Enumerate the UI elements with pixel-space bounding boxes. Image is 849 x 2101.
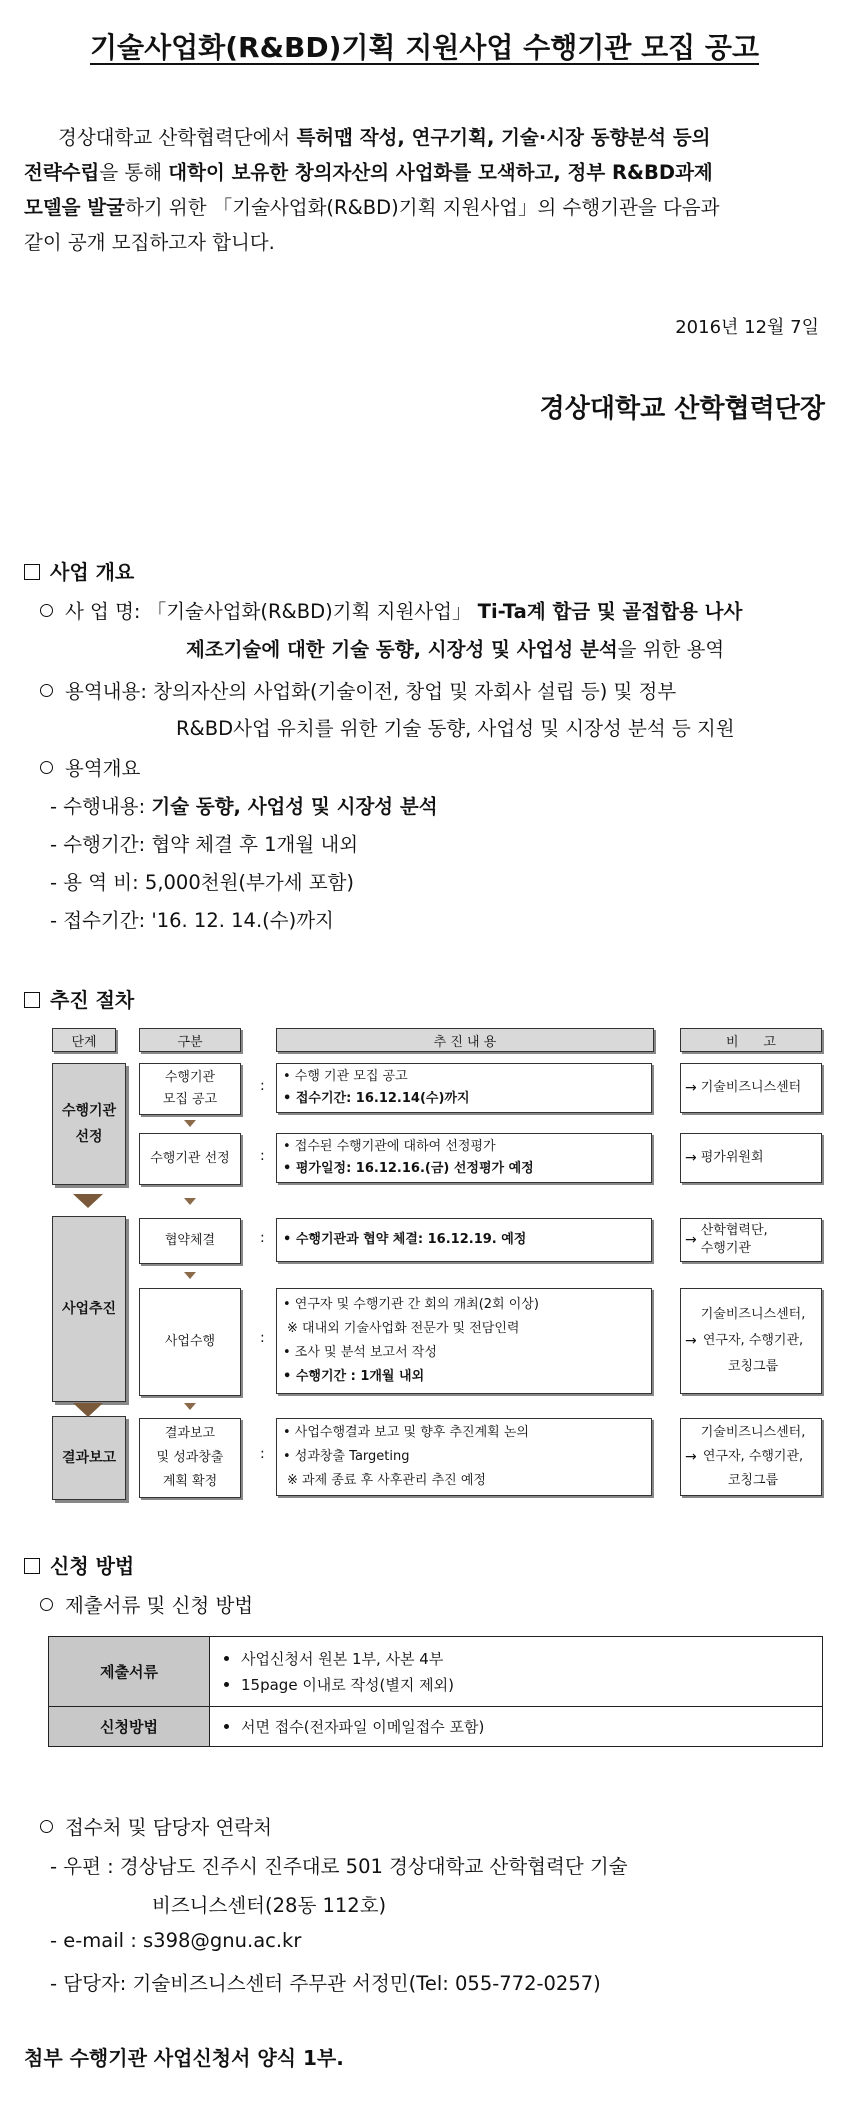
table-value-documents: 사업신청서 원본 1부, 사본 4부 15page 이내로 작성(별지 제외) [210,1637,823,1707]
down-arrow-icon [184,1403,196,1410]
row-category: 협약체결 [139,1218,241,1264]
down-arrow-icon [184,1272,196,1279]
service-content-line-2: R&BD사업 유치를 위한 기술 동향, 사업성 및 시장성 분석 등 지원 [176,717,735,740]
row-note: → 기술비즈니스센터 [680,1063,822,1113]
attachment-note: 첨부 수행기관 사업신청서 양식 1부. [24,2046,344,2070]
bullet-icon [224,1682,229,1687]
intro-line-2: 전략수립을 통해 대학이 보유한 창의자산의 사업화를 모색하고, 정부 R&BD과제 [24,161,713,184]
notice-date: 2016년 12월 7일 [675,317,819,338]
intro-line-1: 경상대학교 산학협력단에서 특허맵 작성, 연구기획, 기술·시장 동향분석 등의 [58,126,711,149]
right-arrow-icon: → [685,1080,697,1096]
intro-line-4: 같이 공개 모집하고자 합니다. [24,231,275,254]
checkbox-square-icon [24,992,40,1008]
stage-select: 수행기관 선정 [52,1063,126,1185]
contact-heading: 접수처 및 담당자 연락처 [40,1812,272,1840]
row-category: 결과보고 및 성과창출 계획 확정 [139,1418,241,1498]
circle-bullet-icon [40,604,53,617]
row-content: • 수행 기관 모집 공고 • 접수기간: 16.12.14(수)까지 [276,1063,652,1113]
overview-item-deadline: - 접수기간: '16. 12. 14.(수)까지 [50,909,334,932]
down-arrow-icon [184,1120,196,1127]
checkbox-square-icon [24,564,40,580]
row-note: → 평가위원회 [680,1133,822,1183]
down-arrow-icon [184,1198,196,1205]
row-category: 수행기관 선정 [139,1133,241,1185]
service-content-line-1: 용역내용: 창의자산의 사업화(기술이전, 창업 및 자회사 설립 등) 및 정부 [40,676,676,704]
circle-bullet-icon [40,1598,53,1611]
table-key-documents: 제출서류 [49,1637,210,1707]
contact-email: - e-mail : s398@gnu.ac.kr [50,1929,302,1952]
stage-report: 결과보고 [52,1416,126,1500]
row-note: → 산학협력단, 수행기관 [680,1218,822,1262]
page-title: 기술사업화(R&BD)기획 지원사업 수행기관 모집 공고 [89,31,760,64]
overview-item-task: - 수행내용: 기술 동향, 사업성 및 시장성 분석 [50,795,438,818]
overview-item-cost: - 용 역 비: 5,000천원(부가세 포함) [50,871,355,894]
application-subheading: 제출서류 및 신청 방법 [40,1590,253,1618]
down-arrow-icon [73,1194,103,1208]
bullet-icon [224,1656,229,1661]
right-arrow-icon: → [685,1232,697,1248]
contact-person: - 담당자: 기술비즈니스센터 주무관 서정민(Tel: 055-772-0257) [50,1972,601,1995]
table-key-method: 신청방법 [49,1707,210,1747]
row-category: 사업수행 [139,1288,241,1396]
row-content: • 사업수행결과 보고 및 향후 추진계획 논의 • 성과창출 Targeting ※ 과제 종료 후 사후관리 추진 예정 [276,1418,652,1496]
service-overview-heading: 용역개요 [40,753,140,781]
row-content: • 수행기관과 협약 체결: 16.12.19. 예정 [276,1218,652,1262]
colon: : [260,1230,265,1246]
section-procedure-heading: 추진 절차 [24,984,134,1013]
project-name-line-1: 사 업 명: 「기술사업화(R&BD)기획 지원사업」 Ti-Ta계 합금 및 골접합용 나사 [40,596,742,624]
issuer: 경상대학교 산학협력단장 [539,394,825,424]
header-note: 비 고 [680,1028,822,1052]
checkbox-square-icon [24,1558,40,1574]
overview-item-period: - 수행기간: 협약 체결 후 1개월 내외 [50,833,359,856]
row-note: → 기술비즈니스센터, 연구자, 수행기관, 코칭그룹 [680,1418,822,1496]
row-note: → 기술비즈니스센터, 연구자, 수행기관, 코칭그룹 [680,1288,822,1394]
header-category: 구분 [139,1028,241,1052]
intro-line-3: 모델을 발굴하기 위한 「기술사업화(R&BD)기획 지원사업」의 수행기관을 다음과 [24,196,720,219]
colon: : [260,1446,265,1462]
section-overview-heading: 사업 개요 [24,556,134,585]
header-stage: 단계 [52,1028,116,1052]
header-content: 추 진 내 용 [276,1028,654,1052]
project-name-line-2: 제조기술에 대한 기술 동향, 시장성 및 사업성 분석을 위한 용역 [186,638,725,661]
contact-address-line-1: - 우편 : 경상남도 진주시 진주대로 501 경상대학교 산학협력단 기술 [50,1855,628,1878]
circle-bullet-icon [40,761,53,774]
right-arrow-icon: → [685,1449,697,1465]
circle-bullet-icon [40,684,53,697]
bullet-icon [224,1724,229,1729]
application-table [48,1636,823,1747]
section-application-heading: 신청 방법 [24,1550,134,1579]
right-arrow-icon: → [685,1333,697,1349]
stage-execute: 사업추진 [52,1216,126,1402]
down-arrow-icon [73,1403,103,1417]
row-content: • 접수된 수행기관에 대하여 선정평가 • 평가일정: 16.12.16.(금) 선정평가 예정 [276,1133,652,1183]
table-value-method: 서면 접수(전자파일 이메일접수 포함) [210,1707,823,1747]
contact-address-line-2: 비즈니스센터(28동 112호) [152,1894,387,1917]
row-category: 수행기관 모집 공고 [139,1063,241,1115]
row-content: • 연구자 및 수행기관 간 회의 개최(2회 이상) ※ 대내외 기술사업화 전문가 및 전담인력 • 조사 및 분석 보고서 작성 • 수행기간 : 1개월 내외 [276,1288,652,1394]
colon: : [260,1330,265,1346]
right-arrow-icon: → [685,1150,697,1166]
circle-bullet-icon [40,1820,53,1833]
colon: : [260,1148,265,1164]
colon: : [260,1078,265,1094]
